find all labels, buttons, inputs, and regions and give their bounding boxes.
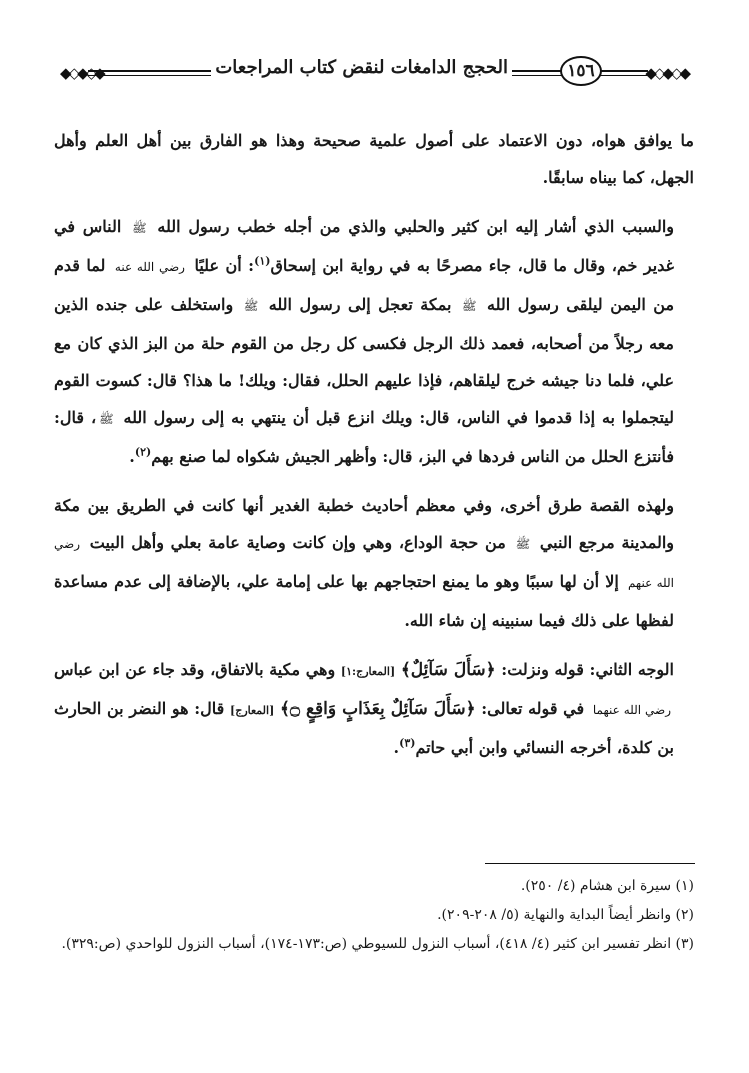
- salawat-icon: ﷺ: [99, 412, 114, 426]
- book-title: الحجج الدامغات لنقض كتاب المراجعات: [211, 57, 512, 78]
- paragraph: ما يوافق هواه، دون الاعتماد على أصول علمية صحيحة وهذا هو الفارق بين أهل العلم وأهل الجهل، كما بيناه سابقًا.: [54, 131, 694, 187]
- page-number: ١٥٦: [560, 56, 602, 86]
- footnote-ref[interactable]: (١): [254, 254, 271, 268]
- text-run: بمكة تعجل إلى رسول الله: [268, 295, 452, 314]
- text-run: إلا أن لها سببًا وهو ما يمنع احتجاجهم بها على إمامة علي، بالإضافة إلى عدم مساعدة لفظها على ذلك فيما سنبينه إن شاء الله.: [54, 572, 674, 630]
- main-text: [54, 122, 694, 766]
- radiallahu-icon: رضي الله عنهما: [592, 703, 672, 717]
- text-run: ولهذه القصة طرق أخرى، وفي معظم أحاديث خطبة الغدير أنها كانت في الطريق بين مكة والمدينة مرجع النبي: [54, 496, 675, 552]
- text-run: : أن عليًا: [194, 256, 255, 275]
- surah-reference: [المعارج:١]: [340, 665, 396, 678]
- salawat-icon: ﷺ: [243, 299, 259, 313]
- salawat-icon: ﷺ: [461, 299, 477, 313]
- radiallahu-icon: رضي الله عنه: [114, 260, 185, 274]
- page-header: [60, 54, 688, 94]
- footnote: (٣) انظر تفسير ابن كثير (٤/ ٤١٨)، أسباب النزول للسيوطي (ص:١٧٣-١٧٤)، أسباب النزول للواحدي (ص:٣٢٩).: [61, 936, 694, 952]
- text-run: .: [393, 738, 400, 757]
- paragraph: [54, 487, 694, 639]
- footnote-ref[interactable]: (٣): [399, 736, 416, 750]
- text-run: والسبب الذي أشار إليه ابن كثير والحلبي والذي من أجله خطب رسول الله: [157, 217, 675, 236]
- header-ornament-icon: ◆◇◆◇◆: [645, 64, 688, 82]
- footnote: (٢) وانظر أيضاً البداية والنهاية (٥/ ٢٠٨-٢٠٩).: [437, 907, 694, 923]
- footnotes: [54, 872, 694, 959]
- text-run: الناس في غدير خم، وقال ما قال، جاء مصرحًا به في رواية ابن إسحاق: [54, 217, 674, 275]
- text-run: واستخلف على جنده الذين معه رجلاً من أصحابه، فعمد ذلك الرجل فكسى كل رجل من القوم حلة من البز الذي كان مع علي، فلما دنا جيشه خرج ليلقاهم، فإذا عليهم الحلل، فقال: ويلك! ما هذا؟ قال: كسوت القوم ليتجملوا به إذا قدموا في الناس، قال: ويلك انزع قبل أن ينتهي به إلى رسول الله: [54, 295, 675, 427]
- paragraph: [54, 651, 694, 766]
- footnote-divider: [485, 863, 695, 864]
- radiallahu-icon: رضي الله عنهم: [54, 537, 674, 590]
- quran-verse: ﴿سَأَلَ سَآئِلٌ﴾: [400, 660, 496, 680]
- text-run: من حجة الوداع، وهي وإن كانت وصاية عامة بعلي وأهل البيت: [89, 533, 506, 552]
- text-run: لما قدم من اليمن ليلقى رسول الله: [54, 256, 675, 314]
- text-run: وهي مكية بالاتفاق، وقد جاء عن ابن عباس: [54, 660, 336, 679]
- text-run: ، قال: فأنتزع الحلل من الناس فردها في البز، قال: وأظهر الجيش شكواه لما صنع بهم: [54, 408, 674, 466]
- text-run: .: [129, 447, 135, 466]
- paragraph: [54, 208, 694, 475]
- footnote: (١) سيرة ابن هشام (٤/ ٢٥٠).: [520, 878, 694, 894]
- text-run: في قوله تعالى:: [481, 699, 585, 718]
- footnote-ref[interactable]: (٢): [134, 445, 152, 459]
- header-ornament-icon: ◆◇◆◇◆: [60, 64, 103, 82]
- text-run: الوجه الثاني: قوله ونزلت:: [501, 660, 674, 679]
- text-run: قال: هو النضر بن الحارث بن كلدة، أخرجه النسائي وابن أبي حاتم: [54, 699, 674, 757]
- quran-verse: ﴿سَأَلَ سَآئِلٌ بِعَذَابٍ وَاقِعٍ ۝﴾: [279, 699, 476, 719]
- salawat-icon: ﷺ: [132, 221, 147, 235]
- salawat-icon: ﷺ: [515, 537, 531, 551]
- surah-reference: [المعارج]: [230, 704, 275, 717]
